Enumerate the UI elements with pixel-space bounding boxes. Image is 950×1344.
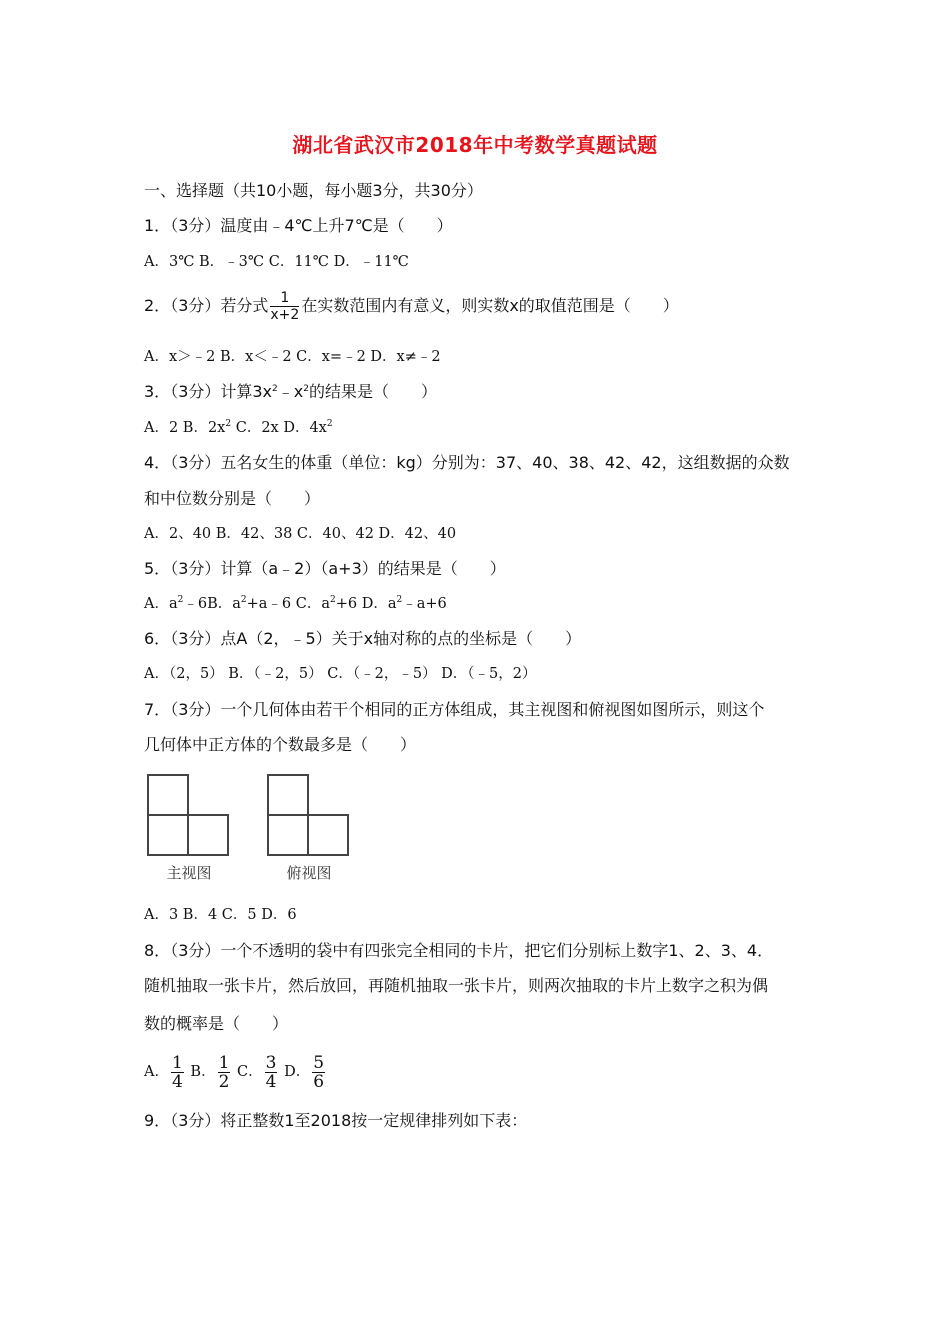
question-stem: 温度由﹣4℃上升7℃是（ ） [220,216,453,235]
option-label: A． [144,1064,169,1080]
fraction [312,1054,325,1091]
question-5-options [144,593,447,615]
question-7 [144,699,764,721]
question-3-options [144,417,333,439]
question-score: （3分） [170,216,221,235]
question-stem-b: 在实数范围内有意义，则实数x的取值范围是（ ） [301,296,679,315]
question-5 [144,558,506,580]
exponent: 2 [303,384,309,394]
stem-part: 计算3x [220,382,273,401]
question-score: （3分） [170,700,221,719]
question-number: 9． [144,1111,171,1130]
question-4-continued: 和中位数分别是（ ） [144,489,321,508]
question-8-options [144,1052,327,1092]
question-stem-a: 若分式 [220,296,269,315]
exponent: 2 [330,595,336,605]
question-2 [144,290,679,323]
question-stem: 五名女生的体重（单位：kg）分别为：37、40、38、42、42，这组数据的众数 [220,453,790,472]
question-number: 5． [144,559,171,578]
question-score: （3分） [170,453,221,472]
option-label: D． [284,1064,311,1080]
question-6-options: A．（2，5） B．（﹣2，5） C．（﹣2，﹣5） D．（﹣5，2） [144,666,537,682]
front-view-figure [147,774,237,884]
question-6 [144,628,581,650]
question-1 [144,215,453,237]
option-text: ﹣a+6 [402,596,447,612]
question-number: 2． [144,296,171,315]
question-8 [144,940,773,962]
question-stem: 计算（a﹣2）（a+3）的结果是（ ） [220,559,506,578]
option-text: A．2 B．2x [144,420,226,436]
option-text: A．a [144,596,178,612]
exponent: 2 [272,384,278,394]
square-cell [147,814,189,856]
question-4 [144,452,790,474]
question-score: （3分） [170,296,221,315]
question-8-continued: 数的概率是（ ） [144,1014,289,1033]
square-cell [187,814,229,856]
question-stem: 点A（2，﹣5）关于x轴对称的点的坐标是（ ） [220,629,582,648]
question-stem: 将正整数1至2018按一定规律排列如下表： [220,1111,528,1130]
figure-label: 俯视图 [286,864,332,882]
option-text: ﹣6B．a [183,596,241,612]
question-2-options: A．x＞﹣2 B．x＜﹣2 C．x=﹣2 D．x≠﹣2 [144,349,441,365]
option-label: C． [237,1064,263,1080]
question-score: （3分） [170,559,221,578]
fraction-denominator: 4 [171,1071,183,1092]
question-number: 6． [144,629,171,648]
fraction-numerator: 3 [265,1052,277,1073]
question-number: 3． [144,382,171,401]
option-text: +a﹣6 C．a [246,596,330,612]
fraction-numerator: 1 [270,290,299,307]
fraction [270,290,299,323]
page-title: 湖北省武汉市2018年中考数学真题试题 [292,133,658,157]
fraction-denominator: 2 [218,1071,230,1092]
question-4-options: A．2、40 B．42、38 C．40、42 D．42、40 [144,526,457,542]
question-stem: 一个不透明的袋中有四张完全相同的卡片，把它们分别标上数字1、2、3、4． [220,941,774,960]
stem-part: 的结果是（ ） [308,382,437,401]
exponent: 2 [177,595,184,605]
question-stem: 一个几何体由若干个相同的正方体组成，其主视图和俯视图如图所示，则这个 [220,700,765,719]
question-number: 8． [144,941,171,960]
question-score: （3分） [170,1111,221,1130]
question-8-continued: 随机抽取一张卡片，然后放回，再随机抽取一张卡片，则两次抽取的卡片上数字之积为偶 [144,976,769,995]
exponent: 2 [326,419,333,429]
exponent: 2 [240,595,247,605]
fraction-denominator: x+2 [270,307,300,323]
square-cell [147,774,189,816]
square-cell [267,774,309,816]
question-7-continued: 几何体中正方体的个数最多是（ ） [144,735,417,754]
fraction-numerator: 1 [218,1052,230,1073]
section-heading: 一、选择题（共10小题，每小题3分，共30分） [144,181,483,200]
option-text: C．2x D．4x [231,420,327,436]
figure-label: 主视图 [166,864,212,882]
fraction [171,1054,184,1091]
question-7-options: A．3 B．4 C．5 D．6 [144,907,297,923]
fraction-denominator: 6 [313,1071,325,1092]
question-9 [144,1110,527,1132]
question-score: （3分） [170,382,221,401]
question-1-options: A．3℃ B．﹣3℃ C．11℃ D．﹣11℃ [144,254,409,270]
question-score: （3分） [170,941,221,960]
fraction [218,1054,231,1091]
stem-part: ﹣x [277,382,304,401]
fraction-denominator: 4 [265,1071,277,1092]
question-number: 1． [144,216,171,235]
fraction [265,1054,278,1091]
question-number: 4． [144,453,171,472]
square-cell [307,814,349,856]
exponent: 2 [396,595,403,605]
square-cell [267,814,309,856]
fraction-numerator: 1 [171,1052,183,1073]
top-view-figure [267,774,357,884]
question-score: （3分） [170,629,221,648]
option-text: +6 D．a [335,596,397,612]
exponent: 2 [225,419,232,429]
fraction-numerator: 5 [313,1052,325,1073]
option-label: B． [190,1064,216,1080]
question-3 [144,381,437,403]
question-number: 7． [144,700,171,719]
